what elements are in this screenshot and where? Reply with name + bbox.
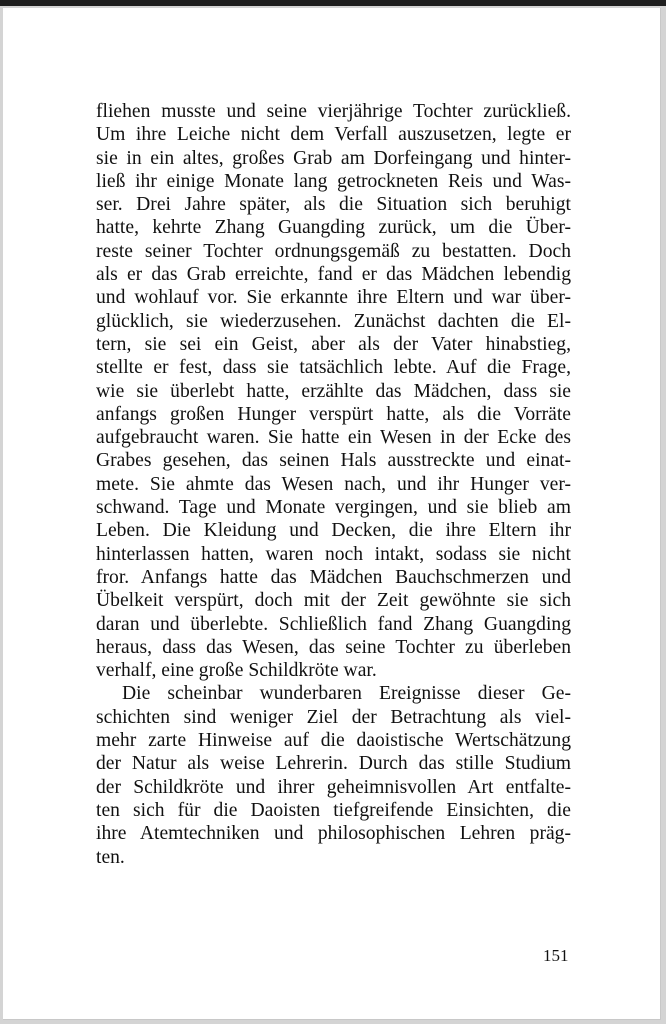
body-text [96, 100, 571, 869]
text-line: mehr zarte Hinweise auf die daoistische Wertschätzung [96, 730, 571, 752]
text-line: Die scheinbar wunderbaren Ereignisse dieser Ge- [122, 683, 571, 705]
text-line: sie in ein altes, großes Grab am Dorfeingang und hinter- [96, 147, 571, 169]
text-line: Leben. Die Kleidung und Decken, die ihre Eltern ihr [96, 520, 571, 542]
text-line: stellte er fest, dass sie tatsächlich lebte. Auf die Frage, [96, 357, 571, 379]
text-line: wie sie überlebt hatte, erzählte das Mädchen, dass sie [96, 380, 571, 402]
text-line: fror. Anfangs hatte das Mädchen Bauchschmerzen und [96, 566, 571, 588]
text-line: reste seiner Tochter ordnungsgemäß zu bestatten. Doch [96, 240, 571, 262]
text-line: schwand. Tage und Monate vergingen, und sie blieb am [96, 497, 571, 519]
text-line: mete. Sie ahmte das Wesen nach, und ihr Hunger ver- [96, 473, 571, 495]
text-line: Grabes gesehen, das seinen Hals ausstreckte und einat- [96, 450, 571, 472]
text-line: heraus, dass das Wesen, das seine Tochter zu überleben [96, 636, 571, 658]
text-line: ten sich für die Daoisten tiefgreifende Einsichten, die [96, 799, 571, 821]
page-number: 151 [543, 946, 569, 965]
text-line: glücklich, sie wiederzusehen. Zunächst dachten die El- [96, 310, 571, 332]
text-line: Um ihre Leiche nicht dem Verfall auszusetzen, legte er [96, 124, 571, 146]
text-line: anfangs großen Hunger verspürt hatte, als die Vorräte [96, 403, 571, 425]
text-line: tern, sie sei ein Geist, aber als der Vater hinabstieg, [96, 333, 571, 355]
paragraph [96, 100, 571, 682]
text-line: ten. [96, 846, 125, 868]
text-line: hinterlassen hatten, waren noch intakt, sodass sie nicht [96, 543, 571, 565]
paragraph [96, 682, 571, 868]
text-line: schichten sind weniger Ziel der Betrachtung als viel- [96, 706, 571, 728]
text-line: hatte, kehrte Zhang Guangding zurück, um die Über- [96, 217, 571, 239]
text-line: ihre Atemtechniken und philosophischen Lehren präg- [96, 823, 571, 845]
text-line: der Natur als weise Lehrerin. Durch das stille Studium [96, 753, 571, 775]
text-line: der Schildkröte und ihrer geheimnisvollen Art entfalte- [96, 776, 571, 798]
book-page [3, 8, 661, 1020]
text-line: fliehen musste und seine vierjährige Tochter zurückließ. [96, 101, 571, 122]
text-line: aufgebraucht waren. Sie hatte ein Wesen in der Ecke des [96, 427, 571, 449]
text-line: daran und überlebte. Schließlich fand Zhang Guangding [96, 613, 571, 635]
text-line: Übelkeit verspürt, doch mit der Zeit gewöhnte sie sich [96, 590, 571, 612]
text-line: verhalf, eine große Schildkröte war. [96, 660, 377, 682]
text-line: als er das Grab erreichte, fand er das Mädchen lebendig [96, 264, 571, 286]
text-line: ließ ihr einige Monate lang getrockneten Reis und Was- [96, 170, 571, 192]
text-line: und wohlauf vor. Sie erkannte ihre Eltern und war über- [96, 287, 571, 309]
viewer-top-bar [0, 0, 666, 6]
text-line: ser. Drei Jahre später, als die Situation sich beruhigt [96, 194, 571, 216]
